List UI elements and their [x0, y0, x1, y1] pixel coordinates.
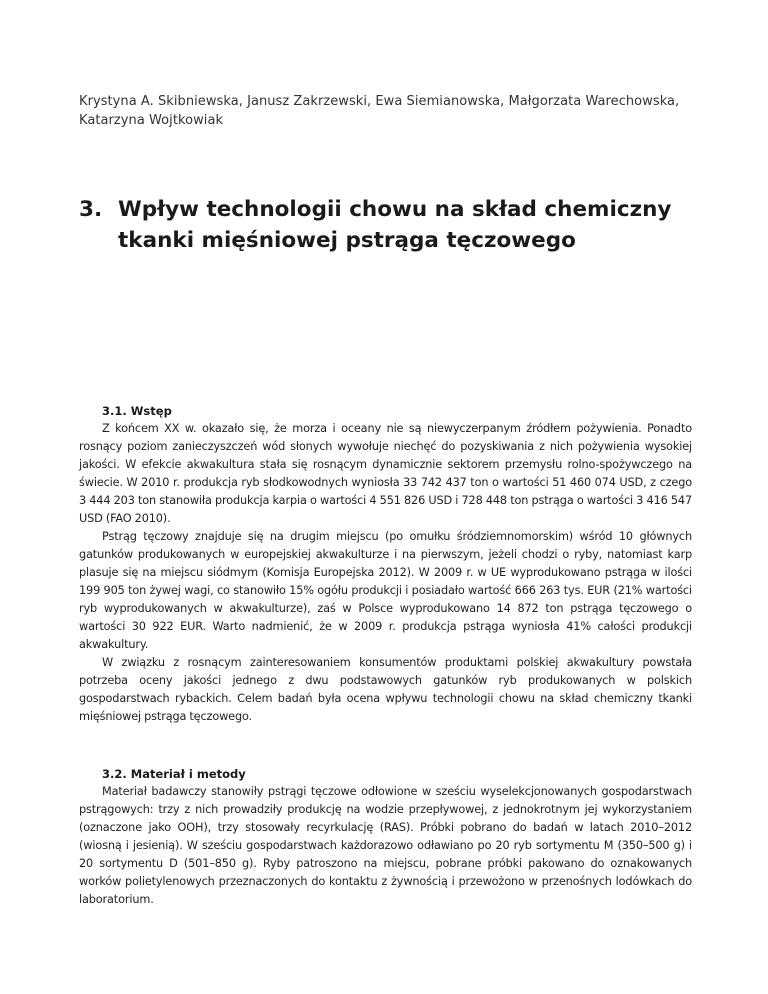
paragraph: W związku z rosnącym zainteresowaniem konsumentów produktami polskiej akwakultury powstała potrzeba oceny jakości jednego z dwu podstawowych gatunków ryb produkowanych w polskich gospodarstwach rybackich. Celem badań była ocena wpływu technologii chowu na skład chemiczny tkanki mięśniowej pstrąga tęczowego.: [79, 656, 692, 723]
section-heading: 3.1. Wstęp: [102, 404, 172, 418]
section-materials-methods: [79, 765, 692, 909]
paragraph: Pstrąg tęczowy znajduje się na drugim miejscu (po omułku śródziemnomorskim) wśród 10 głównych gatunków produkowanych w europejskiej akwakulturze i na pierwszym, jeżeli chodzi o ryby, natomiast karp plasuje się na miejscu siódmym (Komisja Europejska 2012). W 2009 r. w UE wyprodukowano pstrąga w ilości 199 905 ton żywej wagi, co stanowiło 15% ogółu produkcji i posiadało wartość 666 263 tys. EUR (21% wartości ryb wyprodukowanych w akwakulturze), zaś w Polsce wyprodukowano 14 872 ton pstrąga tęczowego o wartości 30 922 EUR. Warto nadmienić, że w 2009 r. produkcja pstrąga wyniosła 41% całości produkcji akwakultury.: [79, 530, 692, 651]
chapter-number: 3.: [79, 197, 103, 222]
chapter-title: [79, 194, 699, 256]
paragraph: Materiał badawczy stanowiły pstrągi tęczowe odłowione w sześciu wyselekcjonowanych gospodarstwach pstrągowych: trzy z nich prowadziły produkcję na wodzie przepływowej, z jednokrotnym jej wykorzystaniem (oznaczone jako OOH), trzy stosowały recyrkulację (RAS). Próbki pobrano do badań w latach 2010–2012 (wiosną i jesienią). W sześciu gospodarstwach każdorazowo odławiano po 20 ryb sortymentu M (350–500 g) i 20 sortymentu D (501–850 g). Ryby patroszono na miejscu, pobrane próbki pakowano do oznakowanych worków polietylenowych przeznaczonych do kontaktu z żywnością i przewożono w przenośnych lodówkach do laboratorium.: [79, 785, 692, 906]
paragraph: Z końcem XX w. okazało się, że morza i oceany nie są niewyczerpanym źródłem pożywienia. Ponadto rosnący poziom zanieczyszczeń wód słonych wywołuje niechęć do pozyskiwania z nich pożywienia wysokiej jakości. W efekcie akwakultura stała się rosnącym dynamicznie sektorem przemysłu rolno-spożywczego na świecie. W 2010 r. produkcja ryb słodkowodnych wyniosła 33 742 437 ton o wartości 51 460 074 USD, z czego 3 444 203 ton stanowiła produkcja karpia o wartości 4 551 826 USD i 728 448 ton pstrąga o wartości 3 416 547 USD (FAO 2010).: [79, 422, 692, 525]
section-heading: 3.2. Materiał i metody: [102, 767, 246, 781]
section-introduction: [79, 402, 692, 726]
chapter-title-text: Wpływ technologii chowu na skład chemiczny tkanki mięśniowej pstrąga tęczowego: [118, 197, 672, 253]
authors-line: Krystyna A. Skibniewska, Janusz Zakrzewski, Ewa Siemianowska, Małgorzata Warechowska, Katarzyna Wojtkowiak: [79, 94, 680, 128]
